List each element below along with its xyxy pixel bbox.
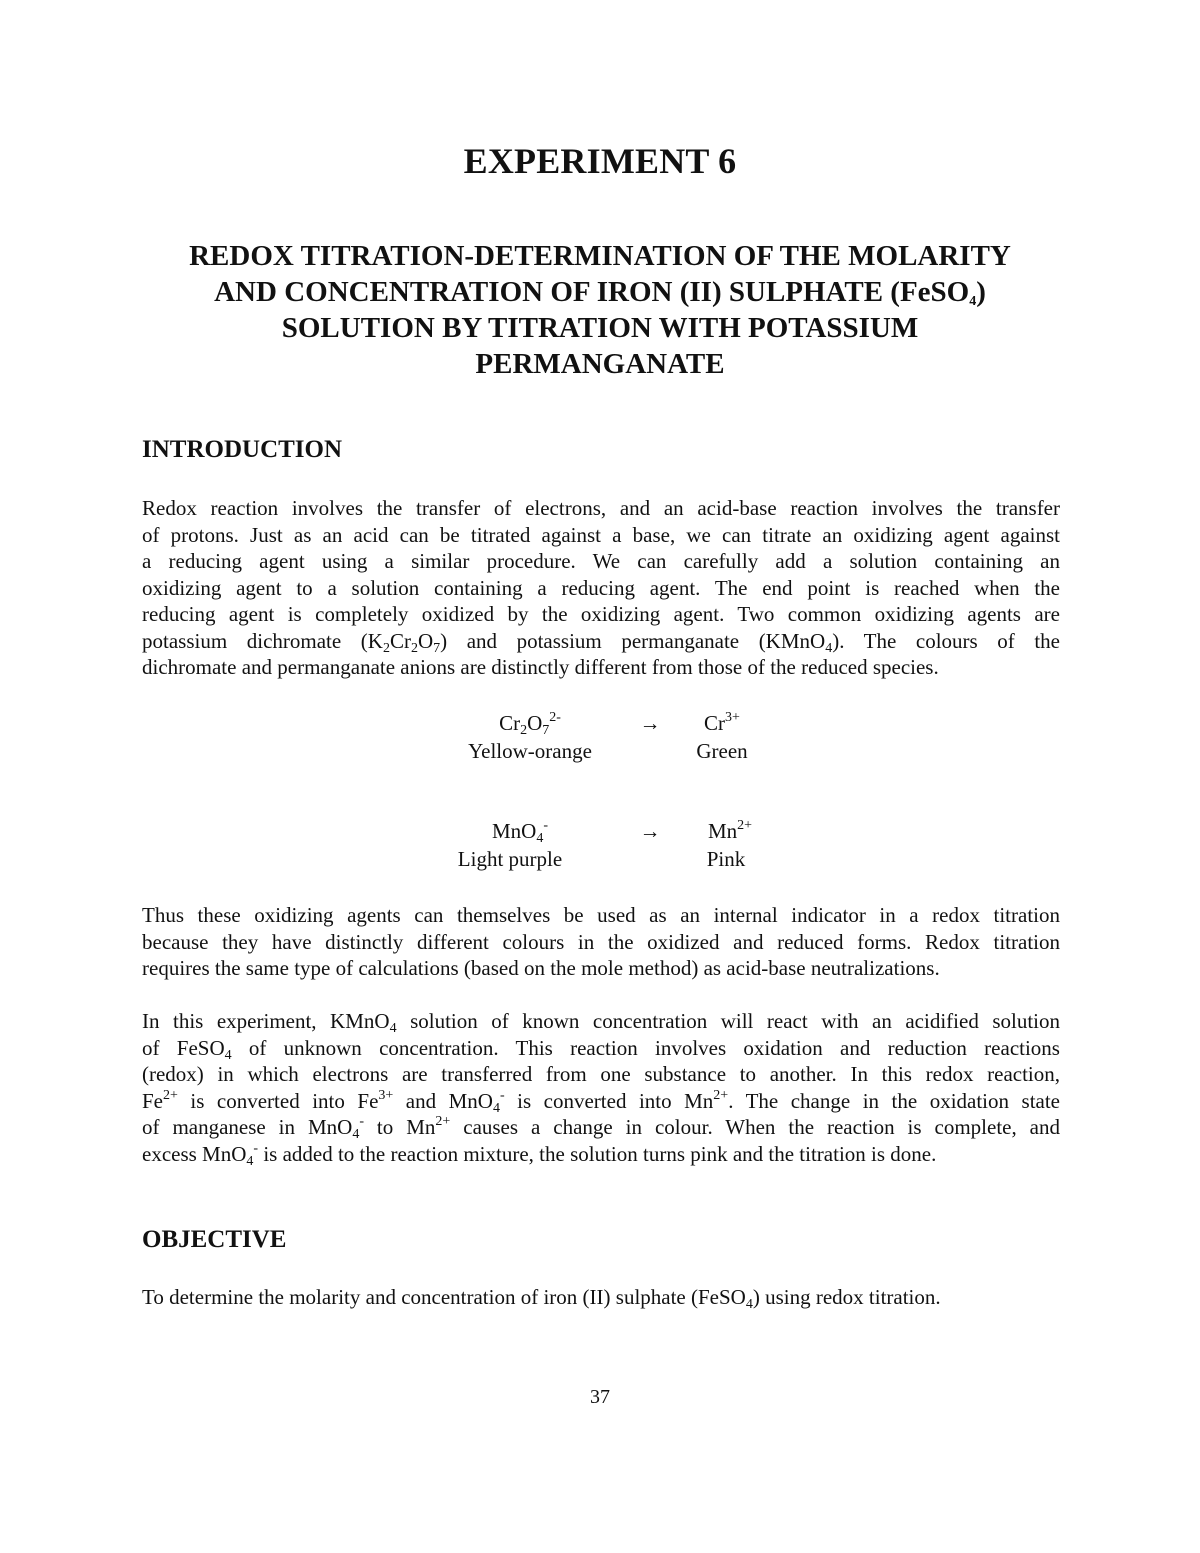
- introduction-paragraph-3: In this experiment, KMnO$_4$ solution of known concentration will react with an acidified solution of FeSO$_4$ of unknown concentration. This reaction involves oxidation and reduction reactions (redox) in which electrons are transferred from one substance to another. In this redox reaction, $Fe^{2+}$ is converted into $Fe^{3+}$ and MnO$_4$- is converted into $Mn^{2+}$. The change in the oxidation state of manganese in MnO$_4$- to $Mn^{2+}$ causes a change in colour. When the reaction is complete, and excess MnO$_4$- is added to the reaction mixture, the solution turns pink and the titration is done.: [142, 1009, 1061, 1169]
- reaction-1-reactant-colour: Yellow-orange: [468, 739, 592, 763]
- reaction-1-arrow: →: [639, 711, 661, 735]
- objective-heading: OBJECTIVE: [142, 1226, 287, 1253]
- main-title-line-1: REDOX TITRATION-DETERMINATION OF THE MOLARITY: [189, 240, 1011, 272]
- main-title: [120, 238, 1080, 382]
- main-title-line-2: AND CONCENTRATION OF IRON (II) SULPHATE (FeSO$_4$): [214, 276, 986, 309]
- reaction-1-product-colour: Green: [696, 739, 748, 763]
- main-title-line-4: PERMANGANATE: [475, 348, 725, 380]
- reaction-2-product: $Mn^{2+}$: [707, 818, 753, 843]
- reaction-2-arrow: →: [639, 819, 661, 843]
- introduction-paragraph-1: Redox reaction involves the transfer of electrons, and an acid-base reaction involves the transfer of protons. Just as an acid can be titrated against a base, we can titrate an oxidizing agent against a reducing agent using a similar procedure. We can carefully add a solution containing an oxidizing agent to a solution containing a reducing agent. The end point is reached when the reducing agent is completely oxidized by the oxidizing agent. Two common oxidizing agents are potassium dichromate $(K_2Cr_2O_7)$ and potassium permanganate (KMnO$_4$). The colours of the dichromate and permanganate anions are distinctly different from those of the reduced species.: [142, 496, 1061, 679]
- reaction-1-reactant: $Cr_2O_7^{2-}$: [499, 710, 561, 738]
- objective-text: To determine the molarity and concentration of iron (II) sulphate (FeSO$_4$) using redox titration.: [142, 1285, 941, 1312]
- reaction-2-product-colour: Pink: [706, 847, 746, 871]
- introduction-heading: INTRODUCTION: [142, 436, 343, 463]
- experiment-title: EXPERIMENT 6: [463, 141, 737, 181]
- reaction-2-reactant-colour: Light purple: [457, 847, 563, 871]
- reaction-1-product: $Cr^{3+}$: [704, 710, 740, 735]
- main-title-line-3: SOLUTION BY TITRATION WITH POTASSIUM: [281, 312, 919, 344]
- page-number: 37: [590, 1386, 610, 1408]
- reaction-2-reactant: MnO$_4$-: [491, 818, 548, 846]
- introduction-paragraph-2: Thus these oxidizing agents can themselves be used as an internal indicator in a redox titration because they have distinctly different colours in the oxidized and reduced forms. Redox titration requires the same type of calculations (based on the mole method) as acid-base neutralizations.: [142, 903, 1060, 980]
